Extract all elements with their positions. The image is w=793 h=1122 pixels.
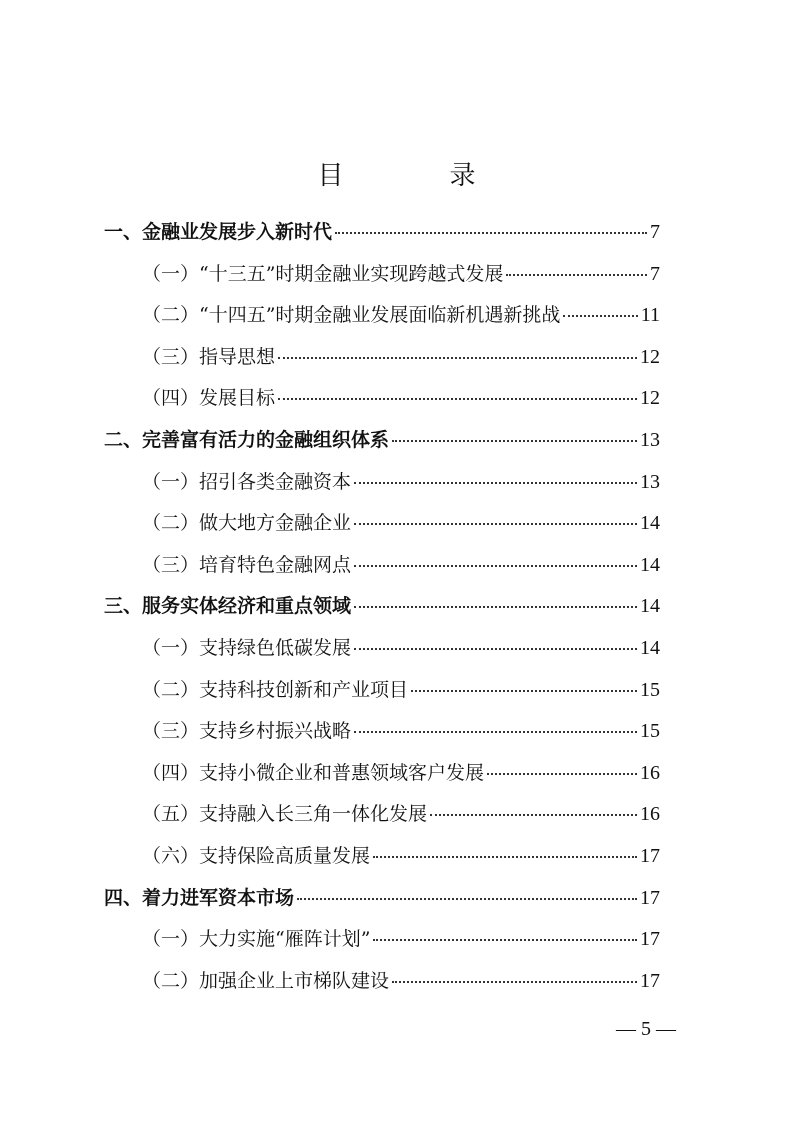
toc-entry-label: （三）培育特色金融网点 — [142, 553, 352, 576]
toc-entry-page: 16 — [640, 761, 660, 784]
toc-entry-label: （三）指导思想 — [142, 345, 276, 368]
toc-subsection-entry[interactable] — [142, 964, 660, 998]
toc-subsection-entry[interactable] — [142, 756, 660, 790]
toc-dot-leader — [278, 357, 637, 359]
toc-entry-page: 15 — [640, 720, 660, 743]
toc-entry-label: （五）支持融入长三角一体化发展 — [142, 803, 428, 826]
toc-entry-label: （四）发展目标 — [142, 387, 276, 410]
toc-dot-leader — [354, 648, 637, 650]
page-number: — 5 — — [616, 1018, 676, 1040]
toc-dot-leader — [354, 482, 637, 484]
toc-entry-label: （一）支持绿色低碳发展 — [142, 637, 352, 659]
toc-entry-label: 四、着力进军资本市场 — [104, 886, 295, 909]
toc-subsection-entry[interactable] — [142, 673, 660, 707]
toc-subsection-entry[interactable] — [142, 631, 660, 665]
toc-section-entry[interactable] — [104, 589, 660, 623]
toc-entry-page: 17 — [640, 886, 660, 909]
toc-entry-page: 14 — [640, 637, 660, 659]
toc-dot-leader — [411, 690, 637, 692]
toc-dot-leader — [487, 773, 637, 775]
toc-dot-leader — [506, 274, 647, 276]
toc-subsection-entry[interactable] — [142, 257, 660, 291]
toc-dot-leader — [430, 814, 637, 816]
toc-entry-page: 14 — [640, 512, 660, 535]
toc-dot-leader — [354, 523, 637, 525]
toc-entry-label: （二）支持科技创新和产业项目 — [142, 678, 409, 701]
toc-subsection-entry[interactable] — [142, 340, 660, 374]
toc-entry-page: 17 — [640, 845, 660, 867]
toc-dot-leader — [297, 898, 637, 900]
toc-entry-page: 11 — [640, 304, 660, 327]
toc-subsection-entry[interactable] — [142, 548, 660, 582]
toc-dot-leader — [563, 315, 637, 317]
toc-entry-label: （一）大力实施“雁阵计划” — [142, 928, 371, 951]
toc-entry-label: 二、完善富有活力的金融组织体系 — [104, 429, 390, 451]
toc-entry-label: （二）“十四五”时期金融业发展面临新机遇新挑战 — [142, 304, 561, 327]
toc-entry-page: 14 — [640, 553, 660, 576]
toc-section-entry[interactable] — [104, 215, 660, 249]
toc-entry-label: （三）支持乡村振兴战略 — [142, 720, 352, 743]
toc-dot-leader — [373, 856, 637, 858]
toc-entry-label: （二）加强企业上市梯队建设 — [142, 969, 390, 992]
toc-entry-page: 15 — [640, 678, 660, 701]
toc-entry-label: （六）支持保险高质量发展 — [142, 845, 371, 867]
toc-subsection-entry[interactable] — [142, 465, 660, 499]
toc-entry-label: （一）招引各类金融资本 — [142, 470, 352, 493]
toc-section-entry[interactable] — [104, 423, 660, 457]
toc-entry-label: 一、金融业发展步入新时代 — [104, 221, 333, 243]
toc-dot-leader — [354, 606, 637, 608]
toc-entry-label: （四）支持小微企业和普惠领域客户发展 — [142, 761, 485, 784]
toc-subsection-entry[interactable] — [142, 506, 660, 540]
toc-entry-label: （一）“十三五”时期金融业实现跨越式发展 — [142, 262, 504, 285]
toc-subsection-entry[interactable] — [142, 381, 660, 415]
toc-dot-leader — [354, 565, 637, 567]
toc-entry-page: 14 — [640, 595, 660, 618]
toc-entry-label: （二）做大地方金融企业 — [142, 512, 352, 535]
toc-subsection-entry[interactable] — [142, 714, 660, 748]
toc-dot-leader — [335, 232, 647, 234]
toc-dot-leader — [392, 440, 637, 442]
toc-entry-page: 17 — [640, 969, 660, 992]
toc-dot-leader — [392, 981, 637, 983]
toc-subsection-entry[interactable] — [142, 797, 660, 831]
toc-entry-label: 三、服务实体经济和重点领域 — [104, 595, 352, 618]
toc-dot-leader — [373, 939, 637, 941]
toc-dot-leader — [278, 398, 637, 400]
toc-entry-page: 17 — [640, 928, 660, 951]
toc-entry-page: 12 — [640, 345, 660, 368]
toc-entry-page: 7 — [650, 262, 660, 285]
toc-entry-page: 13 — [640, 470, 660, 493]
toc-entry-page: 13 — [640, 429, 660, 451]
toc-dot-leader — [354, 731, 637, 733]
toc-subsection-entry[interactable] — [142, 922, 660, 956]
toc-section-entry[interactable] — [104, 881, 660, 915]
toc-entry-page: 16 — [640, 803, 660, 826]
toc-subsection-entry[interactable] — [142, 298, 660, 332]
toc-entry-page: 7 — [650, 221, 660, 243]
toc-title: 目 录 — [317, 161, 516, 191]
toc-subsection-entry[interactable] — [142, 839, 660, 873]
toc-entry-page: 12 — [640, 387, 660, 410]
